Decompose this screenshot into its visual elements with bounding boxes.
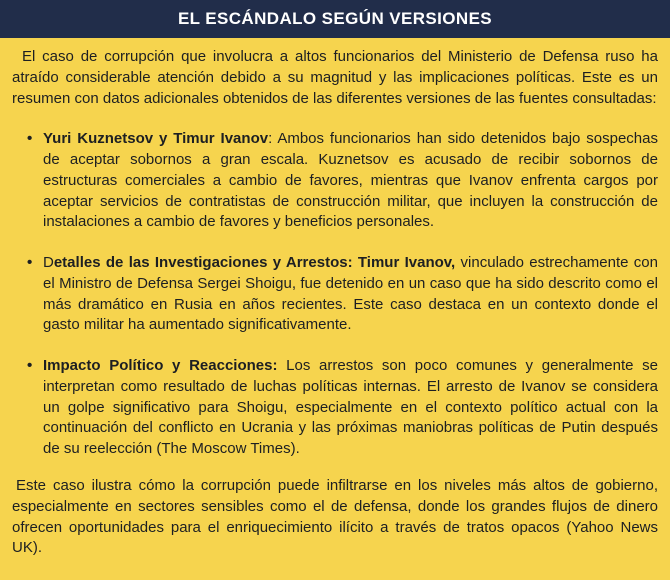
content-area — [0, 38, 670, 559]
bullet-body: : Ambos funcionarios han sido detenidos bajo sospechas de aceptar sobornos a gran escala. Kuznetsov es acusado de recibir sobornos de estructuras comerciales a cambio de favores, mientras que Ivanov enfrenta cargos por aceptar servicios de contratistas de construcción militar, que incluyen la construcción de instalaciones a cambio de favores y beneficios personales. — [43, 130, 658, 231]
list-item — [27, 356, 658, 460]
bullet-icon: • — [27, 254, 33, 272]
bullet-lead-bold: etalles de las Investigaciones y Arrestos: Timur Ivanov, — [53, 254, 456, 272]
intro-paragraph: El caso de corrupción que involucra a altos funcionarios del Ministerio de Defensa ruso ha atraído considerable atención debido a su magnitud y las implicaciones políticas. Este es un resumen con datos adicionales obtenidos de las diferentes versiones de las fuentes consultadas: — [12, 48, 658, 107]
bullet-list — [12, 129, 658, 460]
bullet-icon: • — [27, 357, 33, 375]
bullet-text — [43, 253, 658, 336]
bullet-icon: • — [27, 130, 33, 148]
page-title: EL ESCÁNDALO SEGÚN VERSIONES — [177, 9, 493, 28]
bullet-text — [43, 356, 658, 460]
bullet-lead-regular: D — [43, 254, 54, 272]
bullet-lead-bold: Impacto Político y Reacciones: — [43, 357, 278, 375]
bullet-body: Los arrestos son poco comunes y generalmente se interpretan como resultado de luchas políticas internas. El arresto de Ivanov se considera un golpe significativo para Shoigu, especialmente en el contexto político actual con la continuación del conflicto en Ucrania y las próximas maniobras políticas de Putin después de su reelección (The Moscow Times). — [43, 357, 658, 458]
bullet-body: vinculado estrechamente con el Ministro de Defensa Sergei Shoigu, fue detenido en un caso que ha sido descrito como el más dramático en Rusia en años recientes. Este caso destaca en un contexto donde el gasto militar ha aumentado significativamente. — [43, 254, 658, 334]
list-item — [27, 253, 658, 336]
list-item — [27, 129, 658, 233]
header-bar — [0, 0, 670, 38]
outro-paragraph: Este caso ilustra cómo la corrupción puede infiltrarse en los niveles más altos de gobierno, especialmente en sectores sensibles como el de defensa, donde los grandes flujos de dinero ofrecen oportunidades para el enriquecimiento ilícito a través de tratos opacos (Yahoo News UK). — [12, 477, 658, 557]
bullet-text — [43, 129, 658, 233]
bullet-lead-bold: Yuri Kuznetsov y Timur Ivanov — [43, 130, 269, 148]
